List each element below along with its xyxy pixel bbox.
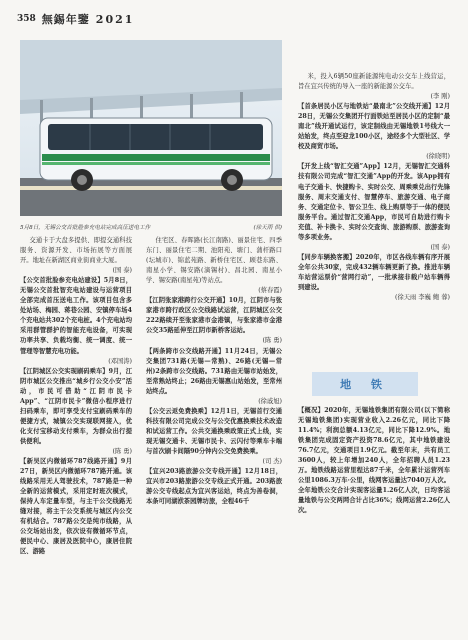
page-header xyxy=(17,10,134,28)
article-paragraph: 交通卡于大盘多提供、即提交通科技服务、资源开发、市场拓展等方面展开。地址在新湖区商业街商业大厦。 xyxy=(20,237,132,265)
article-entry: 【两条跨市公交线路开通】11月24日，无锡公交集团731路(无锡—常熟)、26路(无锡—常州)2条跨市公交线路。731路由无锡市站始发，至常熟站终止；26路由无锡惠山站始发，至常州站终点。 xyxy=(146,347,282,395)
photo-illustration xyxy=(20,40,282,216)
article-source: (李 刚) xyxy=(430,93,450,101)
bus-charging-station-photo xyxy=(20,40,282,216)
article-entry: 【公交云返免费换乘】12月1日，无锡首行交通科技有限公司完成公交与公交优惠换乘技术改造和试运营工作。公共交通换乘政策正式上线，实现无锡交通卡、无锡市民卡、云闪付等乘车卡端与首次刷卡间隔90分钟内公交免费换乘。 xyxy=(146,407,282,455)
article-source: (徐晓明) xyxy=(426,153,450,161)
section-heading-subway xyxy=(312,372,418,396)
article-entry: 【江阴张家港跨行公交开通】10月，江阴市与张家港市跨行政区公交线路试运营，江阴城区公交222路续开至张家港市金港镇，与张家港市金港公交35路延伸至江阴市新桥客运站。 xyxy=(146,297,282,335)
article-entry: 【概况】2020年，无锡地铁集团有限公司(以下简称无锡地铁集团)实现营业收入2.26亿元，同比下降11.4%；利润总额4.13亿元，同比下降12.9%。地铁集团完成固定资产投资78.6亿元，其中地铁建设76.7亿元，交通项目1.9亿元。截至年末，共有员工3600人，较上年增加240人，全年招聘人员1.23万。地铁线路运营里程达87千米，全年累计运营列车公里1086.3万车·公里，线网客运量达7040万人次。全年地铁公交合计实现客运量1.26亿人次，日均客运量地铁与公交两网合计占比36%；线网运营2.26亿人次。 xyxy=(298,407,450,515)
article-source: (司 杰) xyxy=(262,458,282,466)
article-source: (陈 勇) xyxy=(262,337,282,345)
article-entry: 【宜兴203路旅游公交专线开通】12月18日，宜兴市203路旅游公交专线正式开通。203路旅游公交专线起点为宜兴客运站，终点为善卷洞，本条可同湖洑茶园牌坊旅，全程46千 xyxy=(146,468,282,506)
caption-credit: (徐天雨 供) xyxy=(253,225,282,231)
article-source: (陈 勇) xyxy=(112,447,132,455)
article-entry: 【新吴区内微循环787线路开通】9月27日，新吴区内微循环787路开通。该线路采用无人驾驶技术，787路是一种全新的运营模式，采用定时班次模式，保持人车定量车型，与主干公交线路无缝对接，将主干公交系统与城区内公交有机结合。787路公交是纯市线路，从公交场站出发，依次设有微循环节点，便民中心、康居及医院中心，康居住院区、游路 xyxy=(20,458,132,556)
article-source: (徐天雨 李巍 鲍 蓉) xyxy=(395,294,450,302)
column-right-bottom xyxy=(298,406,450,517)
page-number: 358 xyxy=(17,14,36,24)
article-entry: 【江阴城区公交实现刷码乘车】9月，江阴市城区公交推出“城乡行公交小安”活动，市民可借助“江阴市民卡App”、“江阴市民卡”微信小程序进行扫码乘车，即可享受支付宝刷码乘车的便捷方式，城镇公交实现联网接入，优化支付宝移动支付乘车，为群众出行提供便利。 xyxy=(20,367,132,445)
article-source: (蔡春霞) xyxy=(258,287,282,295)
column-left xyxy=(20,236,132,558)
section-heading-text: 地 铁 xyxy=(340,378,390,391)
article-source: (徐戚旭) xyxy=(258,397,282,405)
column-right-top xyxy=(298,72,450,303)
article-source: (国 泰) xyxy=(112,267,132,275)
article-source: (邓国涛) xyxy=(108,357,132,365)
photo-caption xyxy=(20,223,282,231)
article-entry: 【首条居民小区与地铁站“最南北”公交线开通】12月28日，无锡公交集团开行面铁站至居民小区的定制“最南北”线开通试运行，该定制线由无锡地铁1号线大一站始发，终点至迎龙100小区，途经多个大型社区、学校及商贸市场。 xyxy=(298,103,450,151)
yearbook-year: 2021 xyxy=(95,12,135,26)
article-paragraph: 米，投入6辆50座新能源纯电动公交车上线营运，旨在宜兴传统的导入一座的新能源公交车。 xyxy=(298,73,450,91)
article-entry: 【同步车辆换客搬】2020年，市区各线车辆有序开展全年公共30家，完成432辆车辆更新了换。推进车辆车站营运票价“营网行动”，一批承接非载户站车辆得到建设。 xyxy=(298,253,450,291)
article-source: (国 泰) xyxy=(430,243,450,251)
article-entry: 【开发上线“智汇交通”App】12月，无锡智汇交通科技有限公司完成“智汇交通”App的开发。该App拥有电子交通卡、快捷购卡、实时公交、周乘乘兑出行先锋服务、周末交通支付、智慧停车、旅游交通、电子商务、交通定位卡、智公卫生、线上购票等于一体的便民服务平台。通过智汇交通App，市民可自助进行购卡充值、补卡换卡、实时公交查询、旅游购票、旅游查询等多项业务。 xyxy=(298,163,450,241)
article-paragraph: 住宅区、春晖路(长江南路)、丽景住宅、四季东门、丽景住宅二期、池阳苑、塘门、蒲杆路口(坛城市)、锦蓝苑路、新桥住宅区、顾巷东路、南星小学、锡安路(滴锡村)、昌北园、南星小学、锡安路(南星苑)等站点。 xyxy=(146,237,282,285)
yearbook-title: 無錫年鑒 xyxy=(41,13,90,26)
caption-text: 5月8日，无锡公交首批脸参充电站完成高压送电工作 xyxy=(20,225,151,231)
article-entry: 【公交首批脸参充电站建设】5月8日，无锡公交首批智充电站建设与运营项目全部完成首压送电工作。该项目包含多处站场、梅园、蒋巷公园、安镇停车场4个充电站共302个充电桩。4个充电站均采用群管群护的智能充电设备，可实现功率共享、负载均衡、统一调度、统一管理等智慧充电功能。 xyxy=(20,277,132,355)
column-middle xyxy=(146,236,282,507)
